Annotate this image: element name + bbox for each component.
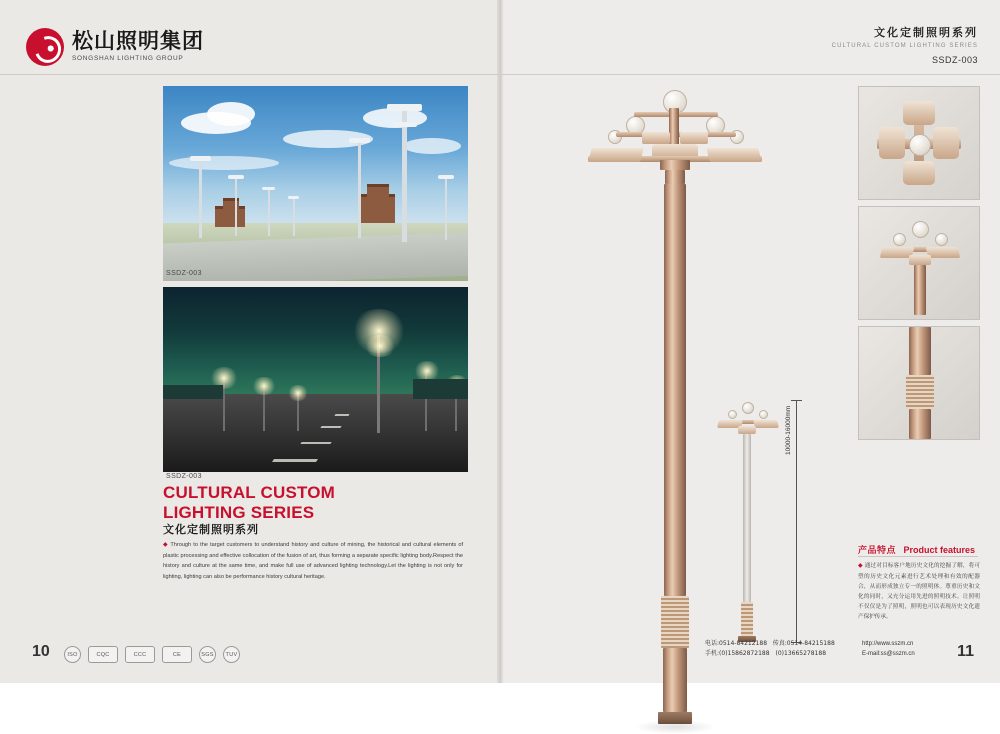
page-number-right: 11 xyxy=(957,643,974,660)
product-title-cn: 文化定制照明系列 xyxy=(163,523,259,536)
cloud-shape xyxy=(403,138,461,154)
lamp-shaft-lower xyxy=(909,409,931,439)
product-title-en xyxy=(163,483,483,523)
features-description-text: 通过对目标客户地历史文化的挖掘了解，将可塑的历史文化元素进行艺术处理和有效的配器合，从而形成独立专一的照明体。尊重历史和文化的同时，又充分运用先进的照明技术。让照明不仅仅是为了照明，照明也可以表现历史文化遗产保护传承。 xyxy=(858,563,980,621)
brand-name-en: SONGSHAN LIGHTING GROUP xyxy=(72,55,184,63)
lamp-glow xyxy=(413,361,441,381)
thumbnail-top-view[interactable] xyxy=(858,86,980,200)
lamp-head xyxy=(228,175,244,179)
city-skyline xyxy=(413,379,468,399)
lamp-main-shaft xyxy=(664,184,686,596)
road-lane-marking xyxy=(272,459,318,462)
cert-badge-sgs: SGS xyxy=(199,646,216,663)
lamp-head-main xyxy=(387,104,422,111)
lamp-head xyxy=(262,187,275,190)
lamp-head xyxy=(438,175,454,179)
dimension-tick-top xyxy=(791,400,802,401)
lamp-pole xyxy=(199,160,202,238)
lamp-collar xyxy=(665,170,685,184)
product-description-text: Through to the target customers to understand history and culture of mining, the historical and cultural elements of plastic processing and effective collocation of the fusion of art, thus forming a separate specific lighting body.Respect the history and culture at the same time, and make full use of advanced lighting technology.Let the lighting is not only for lighting, lighting can also be performance history cultural heritage. xyxy=(163,542,464,580)
lamp-shaft-upper xyxy=(909,327,931,375)
lamp-globe xyxy=(912,221,929,238)
lamp-housing-left xyxy=(588,148,643,162)
lamp-head xyxy=(190,156,211,161)
lamp-housing xyxy=(642,132,670,144)
page-number-left: 10 xyxy=(32,643,50,660)
product-shadow xyxy=(634,720,716,734)
contact-block-left xyxy=(705,639,835,659)
contact-block-right xyxy=(862,639,915,659)
road-lane-marking xyxy=(300,442,331,444)
thumbnail-shaft-detail[interactable] xyxy=(858,326,980,440)
lamp-collar xyxy=(660,160,690,170)
features-divider xyxy=(858,556,978,557)
photo-night-scene xyxy=(163,287,468,472)
product-description-en xyxy=(163,540,463,582)
road-lane-marking xyxy=(320,426,341,428)
lamp-globe xyxy=(909,134,931,156)
lamp-glow xyxy=(251,377,277,395)
lamp-upper-mast xyxy=(669,108,679,148)
product-title-en-line2: LIGHTING SERIES xyxy=(163,503,315,523)
bullet-icon: ◆ xyxy=(858,562,863,569)
brand-logo-text xyxy=(72,31,204,63)
lamp-head xyxy=(288,196,299,199)
photo-daytime-scene xyxy=(163,86,468,281)
lamp-housing xyxy=(753,420,779,428)
lamp-globe xyxy=(728,410,737,419)
cert-badge-ccc: CCC xyxy=(125,646,155,663)
lamp-housing xyxy=(903,161,935,185)
lamp-glow xyxy=(287,385,309,401)
lamp-pole xyxy=(445,178,447,240)
contact-email[interactable]: E-mail:ss@sszm.cn xyxy=(862,650,915,657)
lamp-pole xyxy=(235,178,237,236)
lamp-pole xyxy=(358,142,361,238)
bullet-icon: ◆ xyxy=(163,542,169,548)
features-heading-en: Product features xyxy=(903,545,976,555)
dimension-line xyxy=(796,400,797,643)
cert-badge-cqc: CQC xyxy=(88,646,118,663)
lamp-decorative-band xyxy=(906,375,934,409)
cert-badge-ce: CE xyxy=(162,646,192,663)
series-title-en: CULTURAL CUSTOM LIGHTING SERIES xyxy=(831,43,978,49)
header-divider xyxy=(0,74,1000,75)
photo-night-caption: SSDZ-003 xyxy=(166,473,202,480)
lamp-pole-main xyxy=(402,108,407,242)
cert-badge-tuv: TUV xyxy=(223,646,240,663)
contact-website[interactable]: http://www.sszm.cn xyxy=(862,640,914,647)
contact-tel-label: 电话: xyxy=(705,639,720,647)
songshan-circle-logo-icon xyxy=(26,28,64,66)
contact-tel-value: 0514-84212188 xyxy=(719,639,768,647)
pagoda-building xyxy=(367,184,389,199)
dimension-drawing xyxy=(706,400,816,650)
contact-mobile-value: (0)15862872188 (0)13665278188 xyxy=(719,649,827,657)
contact-fax-label: 传真: xyxy=(772,639,787,647)
contact-tel-row xyxy=(705,639,835,649)
lamp-housing xyxy=(933,127,959,159)
product-title-en-line1: CULTURAL CUSTOM xyxy=(163,483,336,502)
spread-gutter xyxy=(497,0,504,683)
certification-logos xyxy=(64,646,240,663)
lamp-center-hub xyxy=(738,426,756,434)
lamp-housing xyxy=(903,101,935,125)
lamp-pole xyxy=(293,198,295,236)
features-heading-cn: 产品特点 xyxy=(858,546,897,556)
lamp-housing-right xyxy=(706,148,761,162)
features-heading xyxy=(858,543,975,556)
features-description xyxy=(858,561,980,622)
dimension-label: 10000-16000mm xyxy=(785,405,792,455)
model-code: SSDZ-003 xyxy=(931,55,978,65)
brand-name-cn: 松山照明集团 xyxy=(72,29,204,54)
lamp-glow-main xyxy=(363,335,397,357)
lamp-globe xyxy=(759,410,768,419)
cert-badge-iso: ISO xyxy=(64,646,81,663)
thumbnail-angled-detail[interactable] xyxy=(858,206,980,320)
contact-fax-value: 0514-84215188 xyxy=(786,639,835,647)
lamp-pole xyxy=(268,190,270,236)
contact-mobile-row xyxy=(705,649,835,659)
header-series-block xyxy=(832,24,978,65)
lamp-housing xyxy=(879,127,905,159)
lamp-head-main xyxy=(393,122,417,127)
brand-logo xyxy=(26,26,216,68)
contact-mobile-label: 手机: xyxy=(705,649,720,657)
lamp-main-shaft xyxy=(743,434,751,602)
city-skyline xyxy=(163,385,223,399)
lamp-center-hub xyxy=(909,255,931,265)
series-title-cn: 文化定制照明系列 xyxy=(874,26,978,39)
cloud-shape xyxy=(207,102,255,126)
road-lane-marking xyxy=(334,414,349,416)
photo-daytime-caption: SSDZ-003 xyxy=(166,270,202,277)
lamp-housing xyxy=(680,132,708,144)
lamp-globe xyxy=(893,233,906,246)
lamp-globe xyxy=(742,402,754,414)
cloud-shape xyxy=(169,156,279,170)
lamp-main-shaft xyxy=(914,265,926,315)
lamp-globe xyxy=(935,233,948,246)
lamp-decorative-band xyxy=(741,602,753,636)
lamp-decorative-band xyxy=(661,596,689,648)
lamp-lower-shaft xyxy=(663,648,687,712)
lamp-head xyxy=(349,138,370,143)
